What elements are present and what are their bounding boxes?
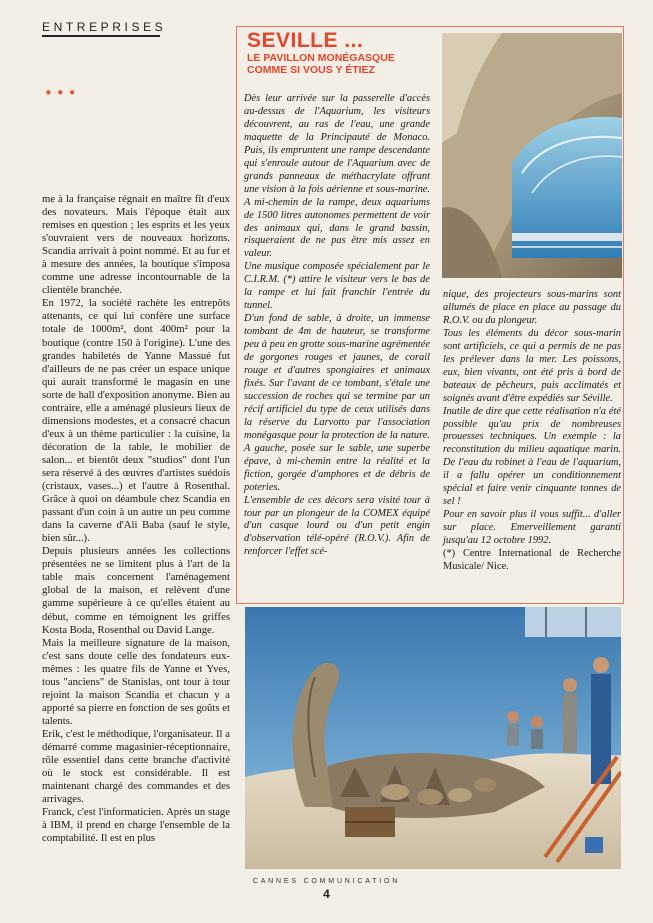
article-paragraph: Tous les éléments du décor sous-marin sont artificiels, ce qui a permis de ne pas les prélever dans la mer. Les poissons, eux, bien vivants, ont été pris à bord de bateaux de pêcheurs, puis acclimatés et soignés avant d'être expédiés sur Séville. xyxy=(443,327,621,404)
left-paragraph: me à la française régnait en maître fît d'eux des novateurs. Mais l'époque était aux remises en question ; les esprits et les yeux s'ouvraient vers de nouveaux horizons. Scandia arrivait à point nommé. Et au fur et à mesure des années, la boutique s'imposa comme une adresse incontournable de la clientèle branchée. xyxy=(42,193,230,297)
section-title: ENTREPRISES xyxy=(42,20,167,34)
aquarium-tunnel-photo xyxy=(442,33,622,278)
article-paragraph: L'ensemble de ces décors sera visité tour à tour par un plongeur de la COMEX équipé d'un casque lourd ou d'un petit engin d'observation télé-opéré (R.O.V.). Afin de renforcer l'effet scé- xyxy=(244,494,430,558)
article-paragraph: Une musique composée spécialement par le C.I.R.M. (*) attire le visiteur vers le bas de la rampe et lui fait franchir l'entrée du tunnel. xyxy=(244,261,430,312)
left-paragraph: En 1972, la société rachète les entrepôts attenants, ce qui lui confère une surface totale de 1000m², dont 400m² pour la boutique (contre 150 à l'origine). L'une des grandes habiletés de Yanne Massué fut d'ailleurs de ne pas créer un espace unique qui aurait transformé le magasin en une sorte de hall d'exposition anonyme. Bien au contraire, elle a aménagé plusieurs lieux de dimensions modestes, et a consacré chacun d'eux à un thème particulier : la cuisine, la décoration de la table, le mobilier de salon... et bientôt deux "studios" dont l'un sera réservé à des œuvres d'artistes suédois (cristaux, vases...) et l'autre à Rosenthal. Grâce à quoi on déambule chez Scandia en passant d'un coin à un autre un peu comme dans la caverne d'Ali Baba (sauf le style, bien sûr...). xyxy=(42,297,230,545)
page-number: 4 xyxy=(323,887,330,901)
article-title: SEVILLE ... xyxy=(247,29,364,52)
article-paragraph: Pour en savoir plus il vous suffit... d'aller sur place. Emerveillement garanti jusqu'au 12 octobre 1992. xyxy=(443,509,621,547)
left-paragraph: Erik, c'est le méthodique, l'organisateur. Il a démarré comme magasinier-réceptionnaire, rôle essentiel dans cette branche d'activité où le stock est considérable. Il est maintenant chargé des commandes et des arrivages. xyxy=(42,727,230,806)
article-column-right xyxy=(443,289,621,574)
article-subtitle: LE PAVILLON MONÉGASQUE COMME SI VOUS Y ÉTIEZ xyxy=(247,52,395,76)
article-headline xyxy=(247,30,437,76)
left-paragraph: Franck, c'est l'informaticien. Après un stage à IBM, il prend en charge l'ensemble de la comptabilité. Il est en plus xyxy=(42,806,230,845)
shipwreck-decor-photo xyxy=(245,607,621,869)
article-paragraph: D'un fond de sable, à droite, un immense tombant de 4m de hauteur, se transforme peu à peu en grotte sous-marine agrémentée de gorgones rouges et jaunes, de corail rouge et d'autres spongiaires et animaux fixés. Sur l'avant de ce tombant, s'étale une succession de roches qui se termine par un récif artificiel du type de ceux utilisés dans la réserve du Larvotto par l'association monégasque pour la protection de la nature. A gauche, posée sur le sable, une superbe épave, à mi-chemin entre la réalité et la fiction, gorgée d'amphores et de débris de poteries. xyxy=(244,313,430,493)
decorative-dots: ••• xyxy=(44,84,80,102)
footer-brand: CANNES COMMUNICATION xyxy=(252,878,401,885)
article-column-middle xyxy=(244,93,430,559)
left-paragraph: Depuis plusieurs années les collections présentées ne se limitent plus à l'art de la table mais concernent l'aménagement global de la maison, et relèvent d'une gamme supérieure à ce qu'elles étaient au début, comme en témoignent les griffes Kosta Boda, Rosenthal ou David Lange. xyxy=(42,545,230,636)
article-paragraph: nique, des projecteurs sous-marins sont allumés de place en place au passage du R.O.V. ou du plongeur. xyxy=(443,289,621,326)
left-column-text xyxy=(42,193,230,845)
shipwreck-decor-image xyxy=(245,607,621,869)
article-paragraph: Inutile de dire que cette réalisation n'a été possible qu'au prix de nombreuses prouesses techniques. Un exemple : la reconstitution du milieu aquatique marin. De l'eau du robinet à l'eau de l'aquarium, il a fallu opérer un conditionnement spécial et faire venir cinquante tonnes de sel ! xyxy=(443,405,621,508)
aquarium-tunnel-image xyxy=(442,33,622,278)
article-footnote: (*) Centre International de Recherche Musicale/ Nice. xyxy=(443,548,621,573)
left-paragraph: Mais la meilleure signature de la maison, c'est sans doute celle des fondateurs eux-mêmes : les quatre fils de Yanne et Yves, tous "anciens" de Stanislas, ont tour à tour rejoint la maison Scandia et chacun y a apporté sa pierre en fonction de ses goûts et talents. xyxy=(42,636,230,727)
article-paragraph: Dès leur arrivée sur la passerelle d'accès au-dessus de l'Aquarium, les visiteurs découvrent, au ras de l'eau, une grande maquette de la Principauté de Monaco. Puis, ils empruntent une rampe descendante qui s'enroule autour de l'Aquarium avec de grands panneaux de méthacrylate offrant une vision à la fois aérienne et sous-marine. A mi-chemin de la rampe, deux aquariums de 1500 litres autonomes permettent de voir des animaux qui, dans le grand bassin, risqueraient de ne pas être mis assez en valeur. xyxy=(244,93,430,260)
section-header xyxy=(42,20,166,34)
section-underline xyxy=(42,35,160,37)
